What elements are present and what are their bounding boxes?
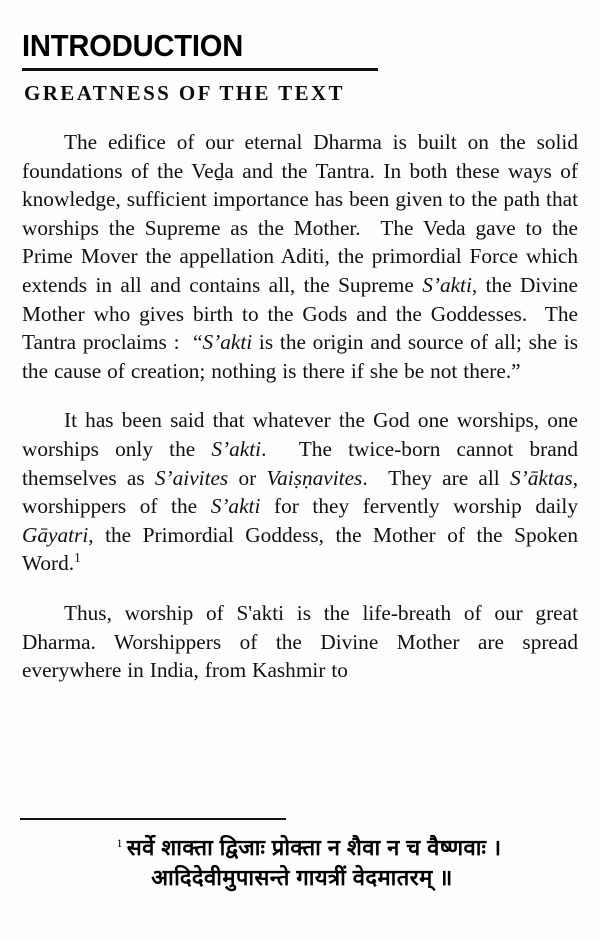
footnote-divider (20, 818, 286, 820)
footnote-verse-line-1 (38, 833, 580, 863)
page-title: INTRODUCTION (22, 28, 244, 63)
paragraph-3 (22, 599, 578, 685)
heading-block (22, 28, 578, 106)
footnote-marker: 1 (116, 835, 123, 850)
paragraph-1 (22, 128, 578, 385)
title-divider (22, 68, 378, 71)
footnote-block (20, 818, 580, 893)
footnote-content (20, 833, 580, 893)
footnote-line-1-text: सर्वे शाक्ता द्विजाः प्रोक्ता न शैवा न च वैष्णवाः । (126, 835, 502, 860)
footnote-verse-line-2: आदिदेवीमुपासन्ते गायत्रीं वेदमातरम् ॥ (151, 865, 453, 890)
paragraph-3-text: Thus, worship of S'akti is the life-breath of our great Dharma. Worshippers of the Divine Mother are spread everywhere in India, from Kashmir to (22, 600, 578, 683)
paragraph-2-text: It has been said that whatever the God one worships, one worships only the S’akti. The twice-born cannot brand themselves as S’aivites or Vaiṣṇavites. They are all S’āktas, worshippers of the S’akti for they fervently worship daily Gāyatri, the Primordial Goddess, the Mother of the Spoken Word. (22, 408, 579, 576)
footnote-reference-1[interactable]: 1 (74, 550, 81, 566)
paragraph-1-text: The edifice of our eternal Dharma is built on the solid foundations of the Veḏa and the Tantra. In both these ways of knowledge, sufficient importance has been given to the path that worships the Supreme as the Mother. The Veda gave to the Prime Mover the appellation Aditi, the primordial Force which extends in all and contains all, the Supreme S’akti, the Divine Mother who gives birth to the Gods and the Goddesses. The Tantra proclaims : “S’akti is the origin and source of all; she is the cause of creation; nothing is there if she be not there.” (22, 130, 579, 383)
section-subtitle: GREATNESS OF THE TEXT (24, 80, 345, 105)
body-text (22, 128, 578, 685)
paragraph-2 (22, 406, 578, 578)
